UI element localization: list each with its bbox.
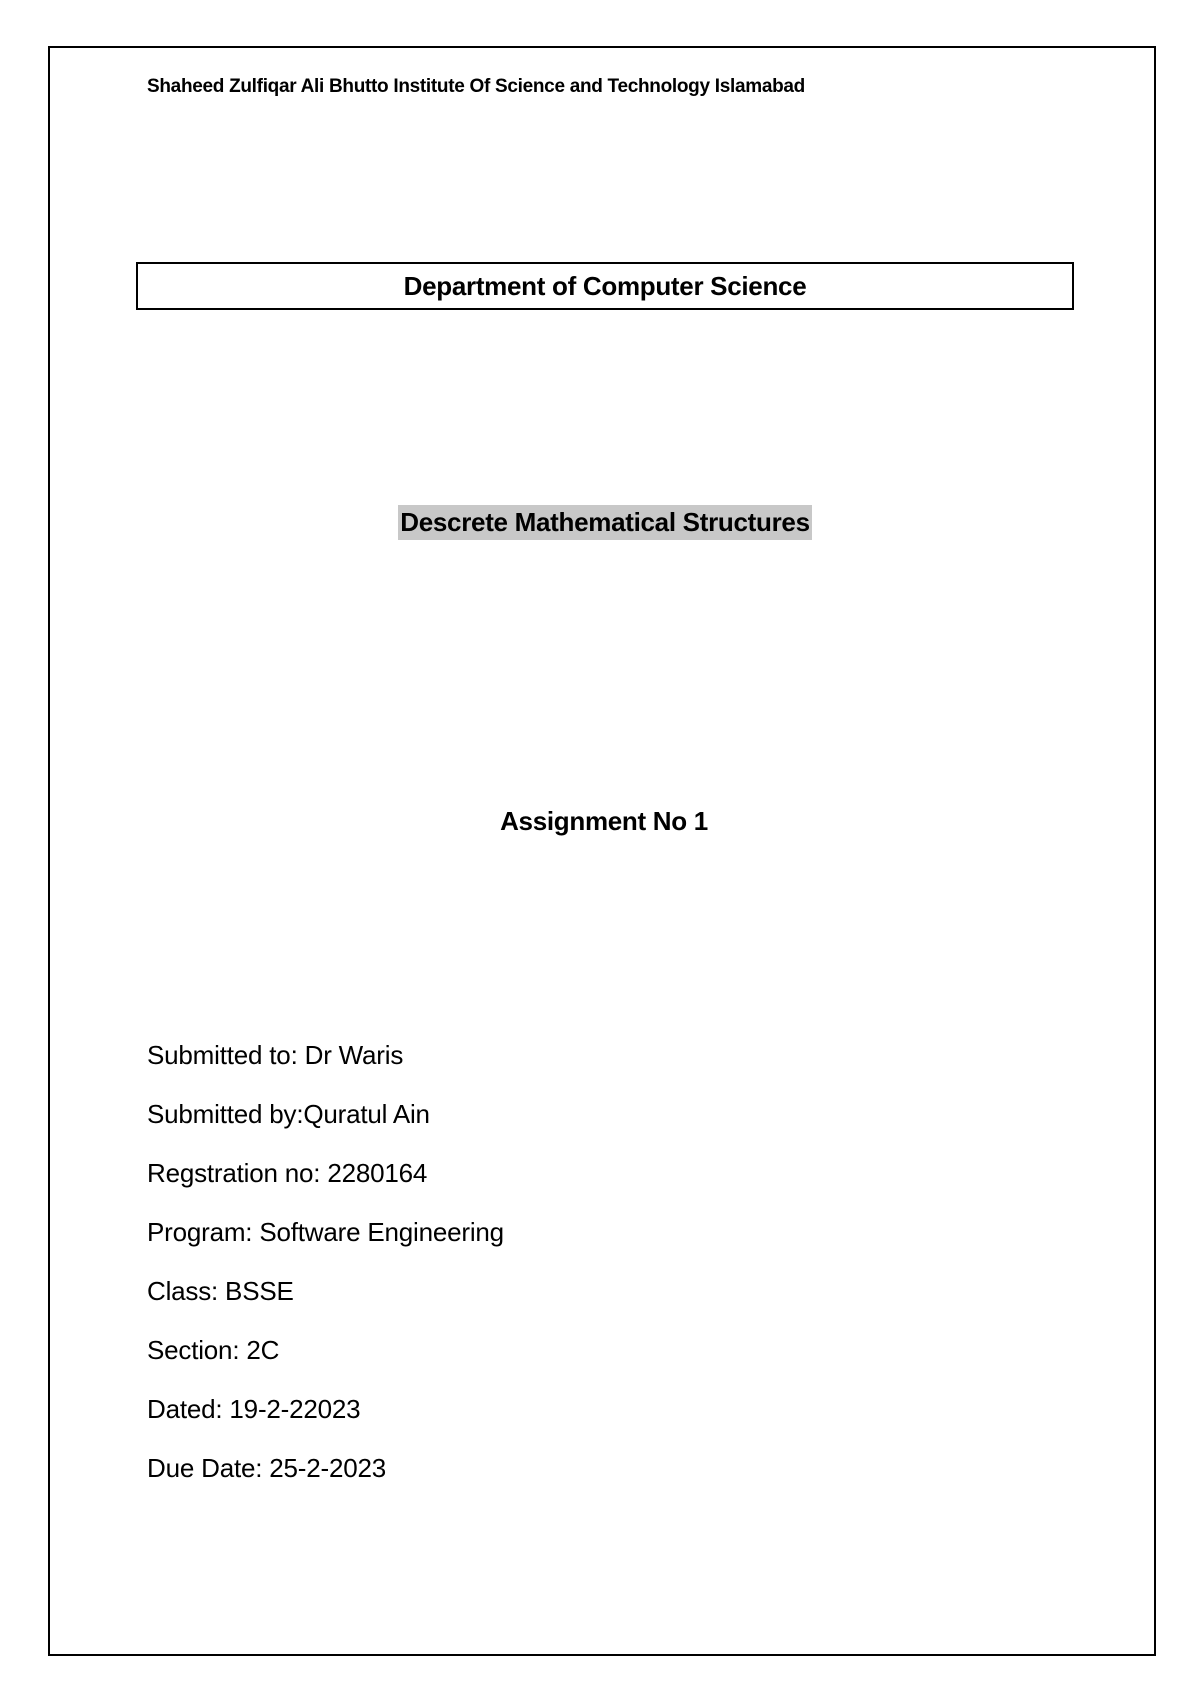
registration-number: Regstration no: 2280164 (147, 1158, 428, 1188)
dated: Dated: 19-2-22023 (147, 1394, 361, 1424)
course-title: Descrete Mathematical Structures (398, 505, 811, 540)
class: Class: BSSE (147, 1276, 294, 1306)
assignment-title-wrapper (0, 806, 1200, 837)
submitted-by: Submitted by:Quratul Ain (147, 1099, 430, 1129)
section: Section: 2C (147, 1335, 280, 1365)
program: Program: Software Engineering (147, 1217, 504, 1247)
course-title-wrapper (0, 505, 1200, 540)
submission-details (147, 1040, 504, 1512)
due-date: Due Date: 25-2-2023 (147, 1453, 387, 1483)
submitted-to: Submitted to: Dr Waris (147, 1040, 404, 1070)
institute-name: Shaheed Zulfiqar Ali Bhutto Institute Of Science and Technology Islamabad (147, 76, 805, 97)
assignment-title: Assignment No 1 (500, 806, 708, 836)
department-box (136, 262, 1074, 310)
department-title: Department of Computer Science (403, 270, 807, 301)
